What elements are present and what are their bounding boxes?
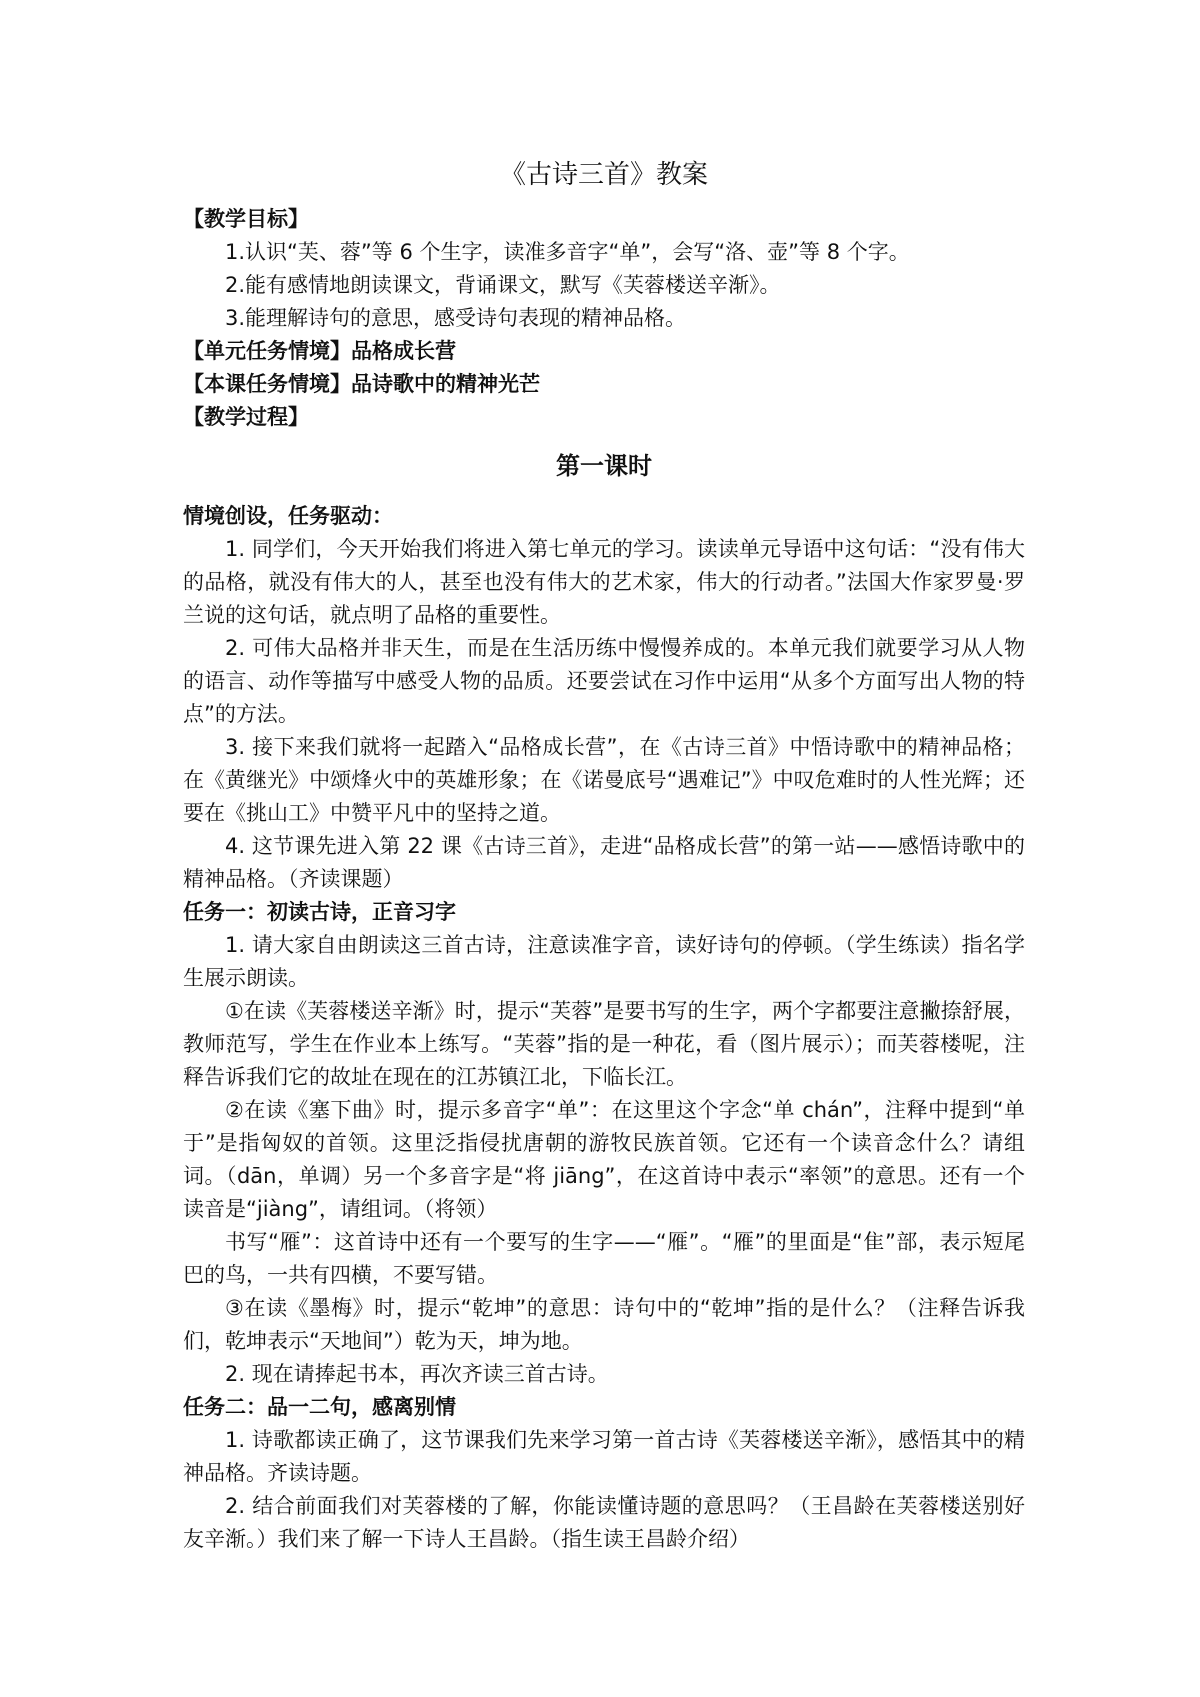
goal-item: 1.认识“芙、蓉”等 6 个生字，读准多音字“单”，会写“洛、壶”等 8 个字。 <box>225 240 910 264</box>
section-paragraph: 3. 接下来我们就将一起踏入“品格成长营”，在《古诗三首》中悟诗歌中的精神品格；在《黄继光》中颂烽火中的英雄形象；在《诺曼底号“遇难记”》中叹危难时的人性光辉；还要在《挑山工》中赞平凡中的坚持之道。 <box>183 735 1025 825</box>
section-paragraph: 1. 同学们，今天开始我们将进入第七单元的学习。读读单元导语中这句话：“没有伟大的品格，就没有伟大的人，甚至也没有伟大的艺术家，伟大的行动者。”法国大作家罗曼·罗兰说的这句话，就点明了品格的重要性。 <box>183 537 1025 627</box>
document-content <box>183 155 1025 1556</box>
goal-item: 2.能有感情地朗读课文，背诵课文，默写《芙蓉楼送辛渐》。 <box>225 273 781 297</box>
section-paragraph: 4. 这节课先进入第 22 课《古诗三首》，走进“品格成长营”的第一站——感悟诗歌中的精神品格。（齐读课题） <box>183 834 1025 891</box>
goal-item: 3.能理解诗句的意思，感受诗句表现的精神品格。 <box>225 306 687 330</box>
section-heading: 情境创设，任务驱动： <box>183 504 393 528</box>
lesson-title: 第一课时 <box>556 452 652 480</box>
section-heading: 任务一：初读古诗，正音习字 <box>183 900 456 924</box>
section-paragraph: 书写“雁”：这首诗中还有一个要写的生字——“雁”。“雁”的里面是“隹”部，表示短尾巴的鸟，一共有四横，不要写错。 <box>183 1230 1025 1287</box>
section-paragraph: ③在读《墨梅》时，提示“乾坤”的意思：诗句中的“乾坤”指的是什么？（注释告诉我们，乾坤表示“天地间”）乾为天，坤为地。 <box>183 1296 1025 1353</box>
section-paragraph: 2. 现在请捧起书本，再次齐读三首古诗。 <box>225 1362 609 1386</box>
process-heading: 【教学过程】 <box>183 405 309 429</box>
section-paragraph: ②在读《塞下曲》时，提示多音字“单”：在这里这个字念“单 chán”，注释中提到“单于”是指匈奴的首领。这里泛指侵扰唐朝的游牧民族首领。它还有一个读音念什么？请组词。（dān，单调）另一个多音字是“将 jiāng”，在这首诗中表示“率领”的意思。还有一个读音是“jiàng”，请组词。（将领） <box>183 1098 1025 1221</box>
unit-task-heading: 【单元任务情境】品格成长营 <box>183 339 456 363</box>
section-paragraph: ①在读《芙蓉楼送辛渐》时，提示“芙蓉”是要书写的生字，两个字都要注意撇捺舒展，教师范写，学生在作业本上练写。“芙蓉”指的是一种花，看（图片展示）；而芙蓉楼呢，注释告诉我们它的故址在现在的江苏镇江北，下临长江。 <box>183 999 1025 1089</box>
document-title: 《古诗三首》教案 <box>499 160 708 190</box>
section-paragraph: 2. 可伟大品格并非天生，而是在生活历练中慢慢养成的。本单元我们就要学习从人物的语言、动作等描写中感受人物的品质。还要尝试在习作中运用“从多个方面写出人物的特点”的方法。 <box>183 636 1025 726</box>
section-paragraph: 1. 请大家自由朗读这三首古诗，注意读准字音，读好诗句的停顿。（学生练读）指名学生展示朗读。 <box>183 933 1025 990</box>
section-heading: 任务二：品一二句，感离别情 <box>183 1395 456 1419</box>
section-paragraph: 1. 诗歌都读正确了，这节课我们先来学习第一首古诗《芙蓉楼送辛渐》，感悟其中的精神品格。齐读诗题。 <box>183 1428 1025 1485</box>
lesson-task-heading: 【本课任务情境】品诗歌中的精神光芒 <box>183 372 540 396</box>
section-paragraph: 2. 结合前面我们对芙蓉楼的了解，你能读懂诗题的意思吗？（王昌龄在芙蓉楼送别好友辛渐。）我们来了解一下诗人王昌龄。（指生读王昌龄介绍） <box>183 1494 1025 1551</box>
goals-heading: 【教学目标】 <box>183 207 309 231</box>
